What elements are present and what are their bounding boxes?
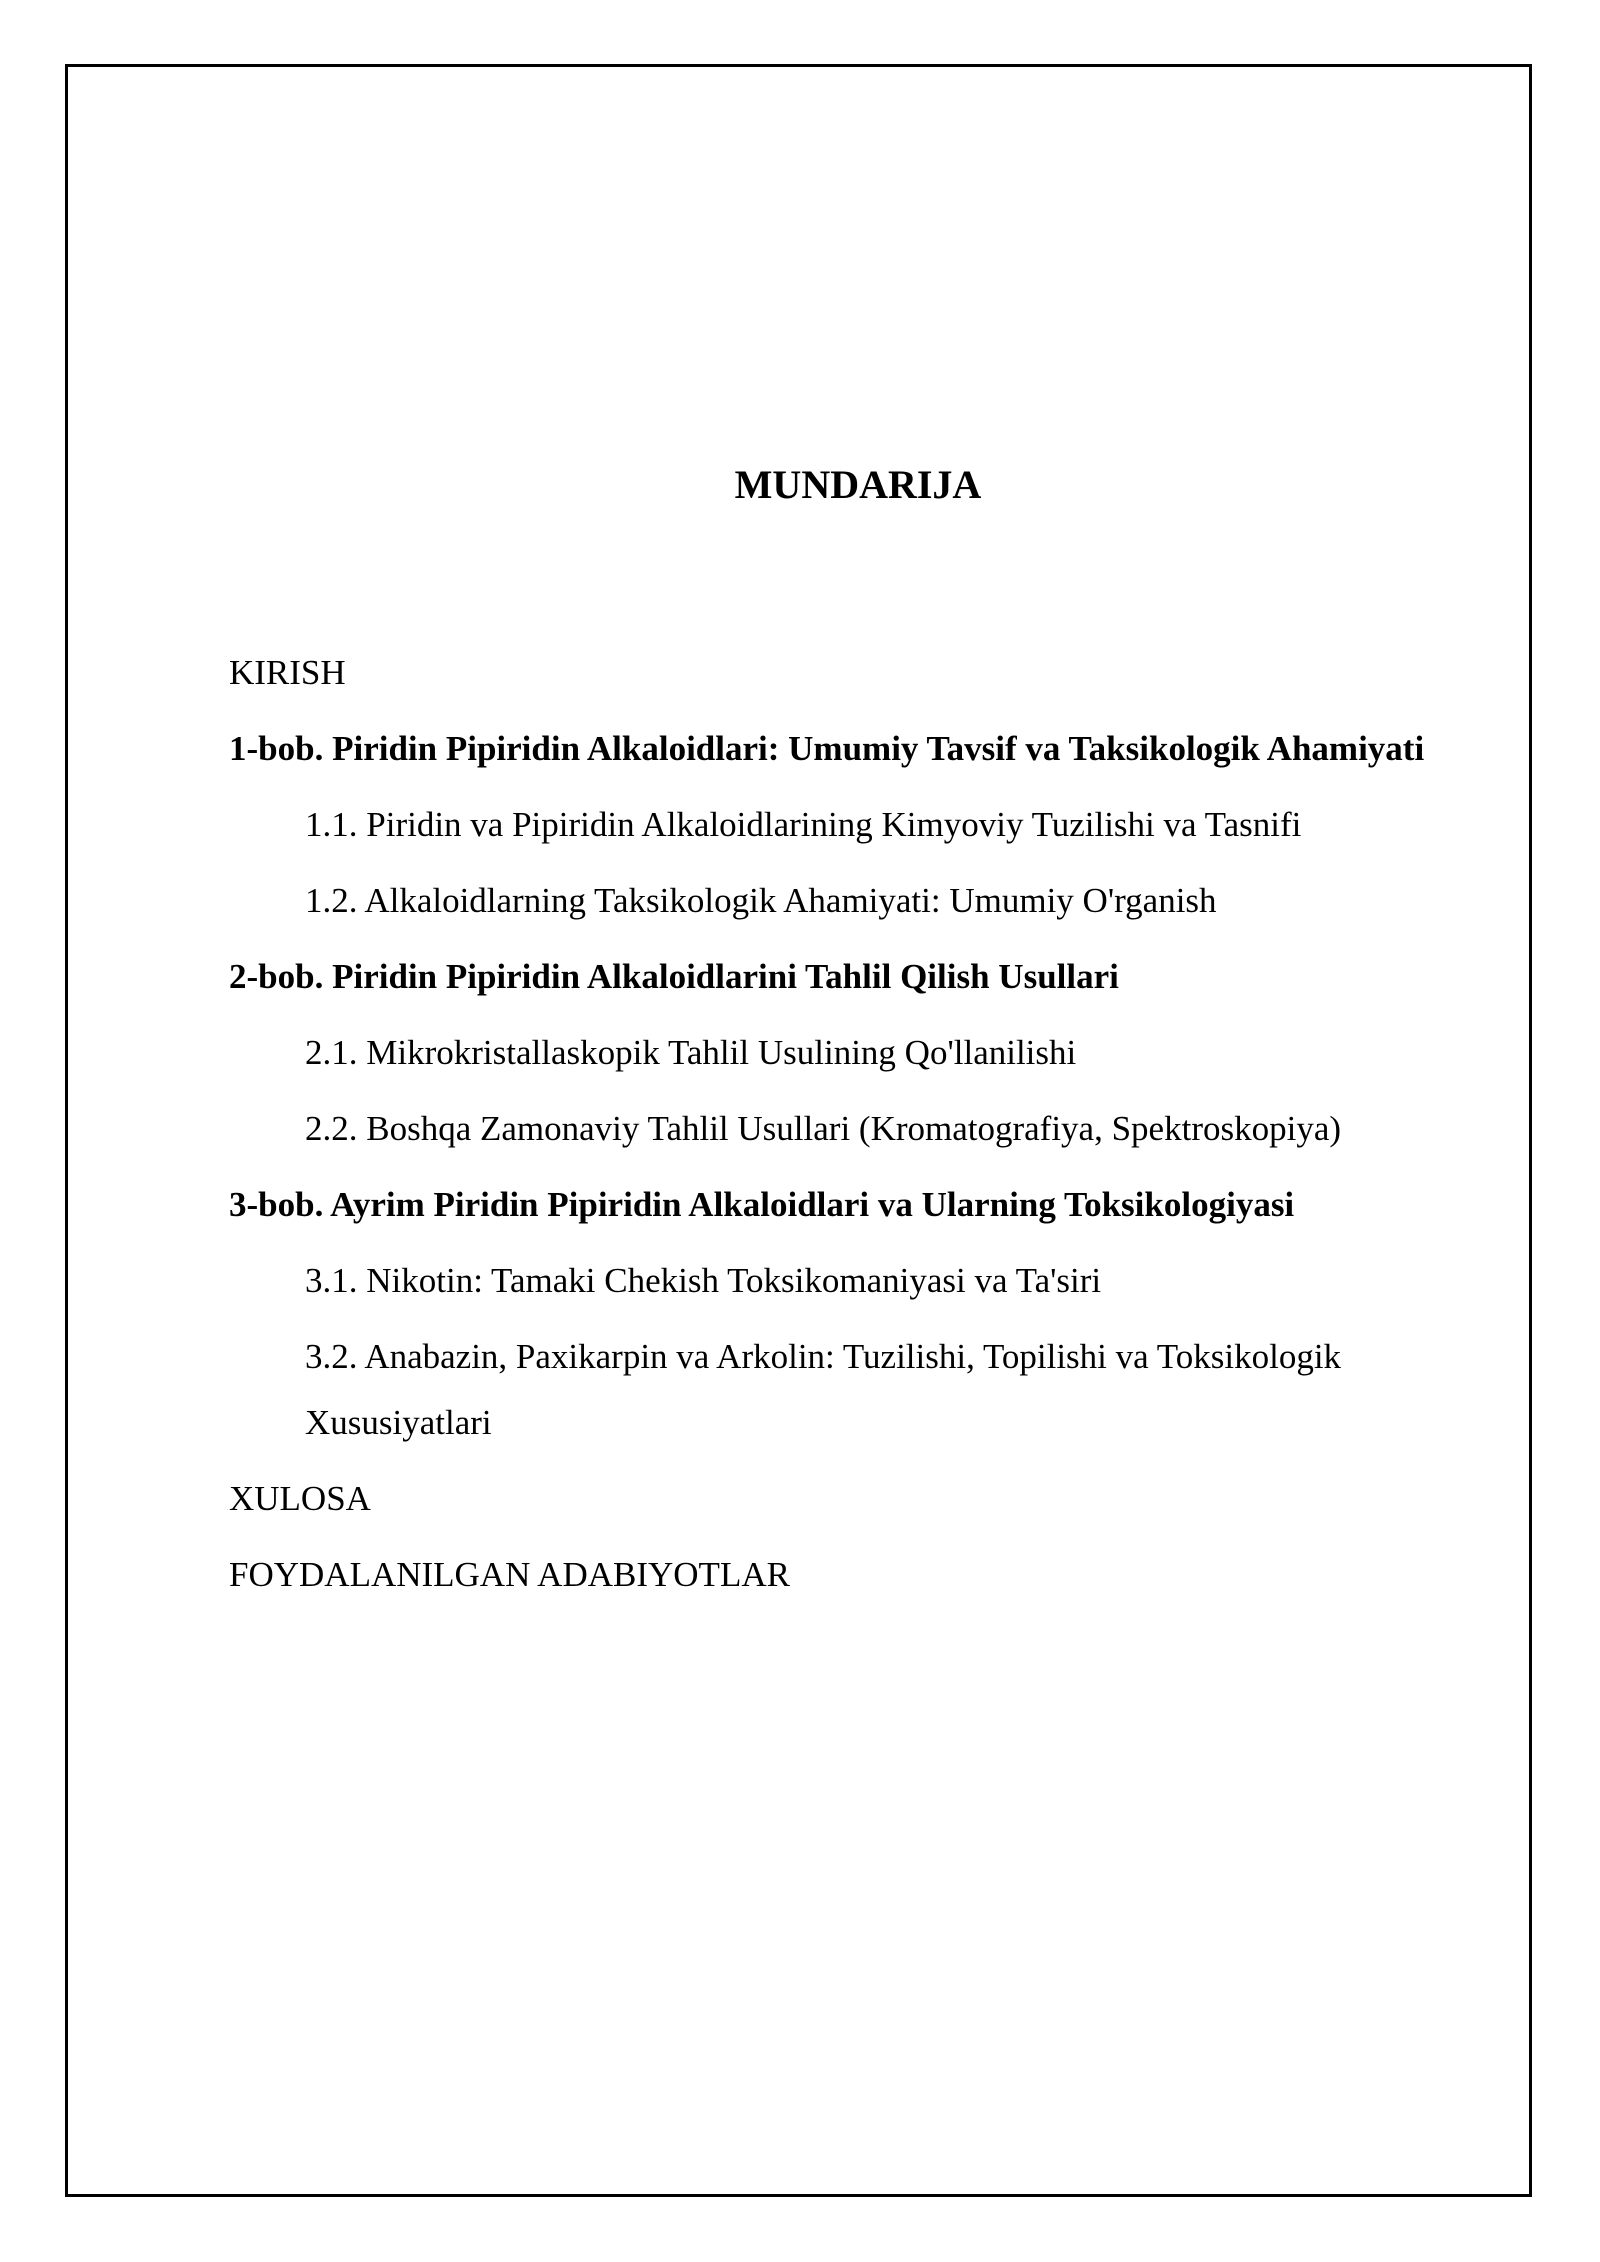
toc-section-3-2: 3.2. Anabazin, Paxikarpin va Arkolin: Tuzilishi, Topilishi va Toksikologik Xususiyatlari <box>305 1337 1342 1442</box>
toc-entry-references: FOYDALANILGAN ADABIYOTLAR <box>229 1555 790 1594</box>
toc-entry-conclusion: XULOSA <box>229 1479 371 1518</box>
toc-section-2-1: 2.1. Mikrokristallaskopik Tahlil Usulining Qo'llanilishi <box>305 1033 1077 1072</box>
toc-section-3-1: 3.1. Nikotin: Tamaki Chekish Toksikomaniyasi va Ta'siri <box>305 1261 1102 1300</box>
toc-chapter-3: 3-bob. Ayrim Piridin Pipiridin Alkaloidlari va Ularning Toksikologiyasi <box>229 1185 1295 1224</box>
toc-section-2-2: 2.2. Boshqa Zamonaviy Tahlil Usullari (Kromatografiya, Spektroskopiya) <box>305 1109 1342 1148</box>
toc-entry-introduction: KIRISH <box>229 653 346 692</box>
toc-section-1-1: 1.1. Piridin va Pipiridin Alkaloidlarining Kimyoviy Tuzilishi va Tasnifi <box>305 805 1302 844</box>
toc-section-1-2: 1.2. Alkaloidlarning Taksikologik Ahamiyati: Umumiy O'rganish <box>305 881 1217 920</box>
toc-chapter-1: 1-bob. Piridin Pipiridin Alkaloidlari: Umumiy Tavsif va Taksikologik Ahamiyati <box>229 729 1425 768</box>
table-of-contents <box>229 640 1469 1618</box>
toc-chapter-2: 2-bob. Piridin Pipiridin Alkaloidlarini Tahlil Qilish Usullari <box>229 957 1119 996</box>
page-title: MUNDARIJA <box>734 462 982 507</box>
